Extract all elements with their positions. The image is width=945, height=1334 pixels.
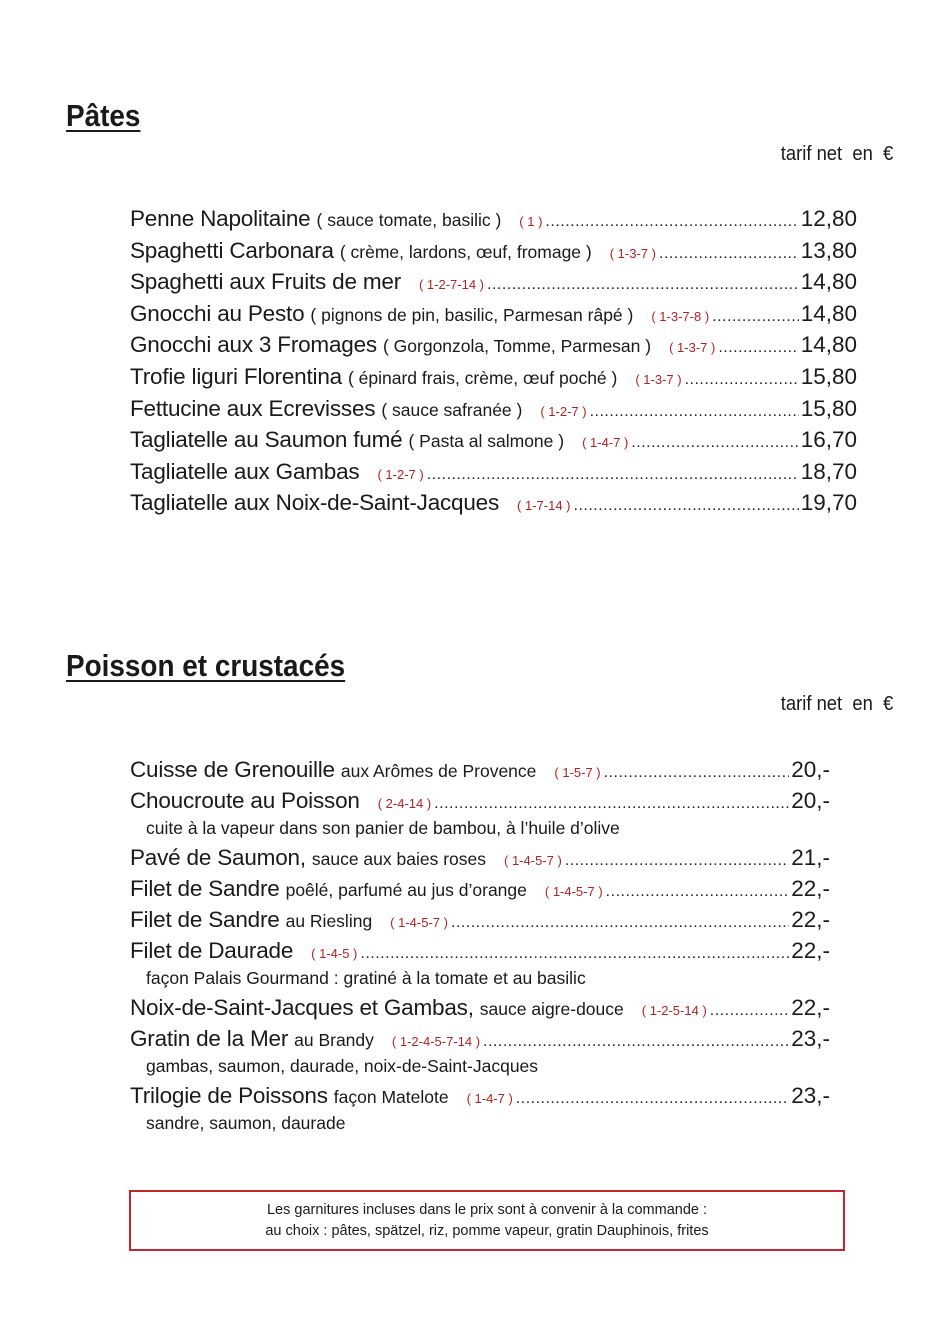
allergen-codes: ( 1-4-5-7 )	[504, 853, 562, 868]
leader-dots	[606, 876, 790, 907]
dish-description: ( crème, lardons, œuf, fromage )	[339, 241, 592, 262]
dish-description: ( Pasta al salmone )	[408, 431, 565, 452]
dish-description: façon Matelote	[333, 1087, 449, 1107]
dish-name: Filet de Sandre	[130, 907, 280, 932]
dish-price: 21,-	[791, 845, 830, 870]
leader-dots	[574, 490, 799, 522]
leader-dots	[434, 788, 789, 819]
allergen-codes: ( 1-3-7 )	[669, 340, 716, 356]
allergen-codes: ( 1-4-7 )	[582, 435, 629, 451]
menu-item	[130, 298, 857, 330]
dish-price: 14,80	[800, 300, 857, 326]
dish-description: ( sauce tomate, basilic )	[316, 210, 502, 230]
leader-dots	[685, 364, 799, 396]
dish-name: Spaghetti aux Fruits de mer	[130, 269, 401, 295]
dish-name: Gnocchi au Pesto	[130, 300, 305, 326]
allergen-codes: ( 1-4-5-7 )	[544, 884, 603, 899]
menu-item	[130, 235, 857, 267]
dish-name: Trofie liguri Florentina	[130, 363, 342, 389]
dish-price: 23,-	[791, 1026, 830, 1051]
allergen-codes: ( 1-2-7-14 )	[418, 277, 485, 293]
menu-item	[130, 992, 830, 1023]
dish-price: 14,80	[800, 332, 857, 358]
leader-dots	[360, 938, 789, 969]
poisson-menu-list	[130, 754, 830, 1137]
dish-price: 20,-	[791, 757, 830, 782]
dish-name: Tagliatelle au Saumon fumé	[130, 427, 403, 453]
dish-price: 18,70	[800, 458, 857, 484]
allergen-codes: ( 1-3-7-8 )	[651, 308, 710, 324]
leader-dots	[427, 459, 799, 491]
menu-item	[130, 456, 857, 488]
menu-item	[130, 361, 857, 393]
dish-price: 22,-	[791, 938, 830, 963]
dish-price: 14,80	[800, 269, 857, 295]
dish-name: Gnocchi aux 3 Fromages	[130, 332, 377, 358]
allergen-codes: ( 1-2-5-14 )	[641, 1003, 707, 1018]
dish-subline: cuite à la vapeur dans son panier de bambou, à l’huile d’olive	[146, 818, 620, 838]
menu-item	[130, 904, 830, 935]
dish-name: Spaghetti Carbonara	[130, 237, 334, 263]
tarif-label-poisson: tarif net en €	[780, 693, 893, 715]
dish-name: Gratin de la Mer	[130, 1026, 289, 1051]
dish-description: ( sauce safranée )	[381, 399, 523, 420]
allergen-codes: ( 1-5-7 )	[554, 765, 601, 780]
dish-name: Filet de Daurade	[130, 938, 294, 963]
dish-price: 20,-	[791, 788, 830, 813]
pates-menu-list	[130, 203, 857, 519]
menu-item	[130, 842, 830, 873]
menu-item	[130, 487, 857, 519]
dish-name: Filet de Sandre	[130, 876, 280, 901]
garnish-note-line-1: Les garnitures incluses dans le prix sont à convenir à la commande :	[266, 1202, 708, 1218]
menu-item	[130, 785, 830, 842]
allergen-codes: ( 1-7-14 )	[517, 498, 571, 514]
menu-item	[130, 873, 830, 904]
section-title-poisson: Poisson et crustacés	[66, 648, 346, 683]
menu-item	[130, 1080, 830, 1137]
menu-item	[130, 754, 830, 785]
dish-name: Fettucine aux Ecrevisses	[130, 395, 376, 421]
dish-subline: façon Palais Gourmand : gratiné à la tomate et au basilic	[146, 968, 586, 988]
leader-dots	[590, 396, 799, 428]
dish-price: 15,80	[800, 363, 857, 389]
dish-subline: sandre, saumon, daurade	[146, 1113, 346, 1133]
menu-item	[130, 393, 857, 425]
menu-item	[130, 935, 830, 992]
dish-name: Pavé de Saumon,	[130, 845, 306, 870]
allergen-codes: ( 1-2-4-5-7-14 )	[391, 1034, 481, 1049]
leader-dots	[604, 757, 790, 788]
dish-description: sauce aigre-douce	[479, 999, 624, 1019]
leader-dots	[516, 1083, 789, 1114]
dish-name: Noix-de-Saint-Jacques et Gambas,	[130, 995, 474, 1020]
leader-dots	[631, 427, 798, 459]
dish-price: 19,70	[800, 490, 857, 516]
menu-item	[130, 1023, 830, 1080]
tarif-label-pates: tarif net en €	[780, 143, 893, 165]
dish-description: poêlé, parfumé au jus d’orange	[285, 880, 527, 900]
dish-name: Cuisse de Grenouille	[130, 757, 335, 782]
dish-price: 22,-	[791, 907, 830, 932]
leader-dots	[545, 206, 798, 238]
allergen-codes: ( 1-2-7 )	[377, 466, 424, 482]
leader-dots	[718, 332, 798, 364]
menu-item	[130, 329, 857, 361]
menu-item	[130, 266, 857, 298]
dish-name: Trilogie de Poissons	[130, 1083, 328, 1108]
menu-item	[130, 424, 857, 456]
dish-description: ( Gorgonzola, Tomme, Parmesan )	[382, 336, 652, 357]
leader-dots	[659, 238, 799, 270]
dish-price: 13,80	[800, 237, 857, 263]
leader-dots	[487, 269, 799, 301]
allergen-codes: ( 1-4-5 )	[311, 946, 358, 961]
dish-description: ( épinard frais, crème, œuf poché )	[347, 367, 618, 388]
garnish-note-line-2: au choix : pâtes, spätzel, riz, pomme vapeur, gratin Dauphinois, frites	[265, 1223, 709, 1239]
garnish-note-box	[129, 1190, 845, 1251]
allergen-codes: ( 1-3-7 )	[635, 371, 682, 387]
leader-dots	[483, 1026, 789, 1057]
allergen-codes: ( 2-4-14 )	[377, 796, 432, 811]
dish-description: au Brandy	[294, 1030, 374, 1050]
allergen-codes: ( 1-4-5-7 )	[390, 915, 448, 930]
leader-dots	[710, 995, 789, 1026]
allergen-codes: ( 1-4-7 )	[466, 1091, 513, 1106]
leader-dots	[451, 907, 789, 938]
dish-price: 23,-	[791, 1083, 830, 1108]
dish-price: 15,80	[800, 395, 857, 421]
dish-name: Tagliatelle aux Gambas	[130, 458, 360, 484]
allergen-codes: ( 1 )	[519, 214, 543, 229]
dish-description: au Riesling	[285, 911, 373, 931]
dish-price: 22,-	[791, 995, 830, 1020]
dish-name: Penne Napolitaine	[130, 206, 311, 231]
dish-price: 22,-	[791, 876, 830, 901]
dish-description: sauce aux baies roses	[311, 849, 487, 869]
section-title-pates: Pâtes	[66, 98, 141, 133]
allergen-codes: ( 1-3-7 )	[609, 245, 656, 261]
dish-price: 16,70	[800, 427, 857, 453]
dish-name: Choucroute au Poisson	[130, 788, 360, 813]
dish-description: ( pignons de pin, basilic, Parmesan râpé )	[310, 304, 634, 325]
dish-price: 12,80	[800, 206, 857, 231]
menu-item	[130, 203, 857, 235]
allergen-codes: ( 1-2-7 )	[540, 403, 587, 419]
leader-dots	[565, 845, 789, 876]
dish-name: Tagliatelle aux Noix-de-Saint-Jacques	[130, 490, 500, 516]
dish-subline: gambas, saumon, daurade, noix-de-Saint-Jacques	[146, 1056, 539, 1076]
dish-description: aux Arômes de Provence	[340, 761, 537, 781]
leader-dots	[712, 301, 799, 333]
